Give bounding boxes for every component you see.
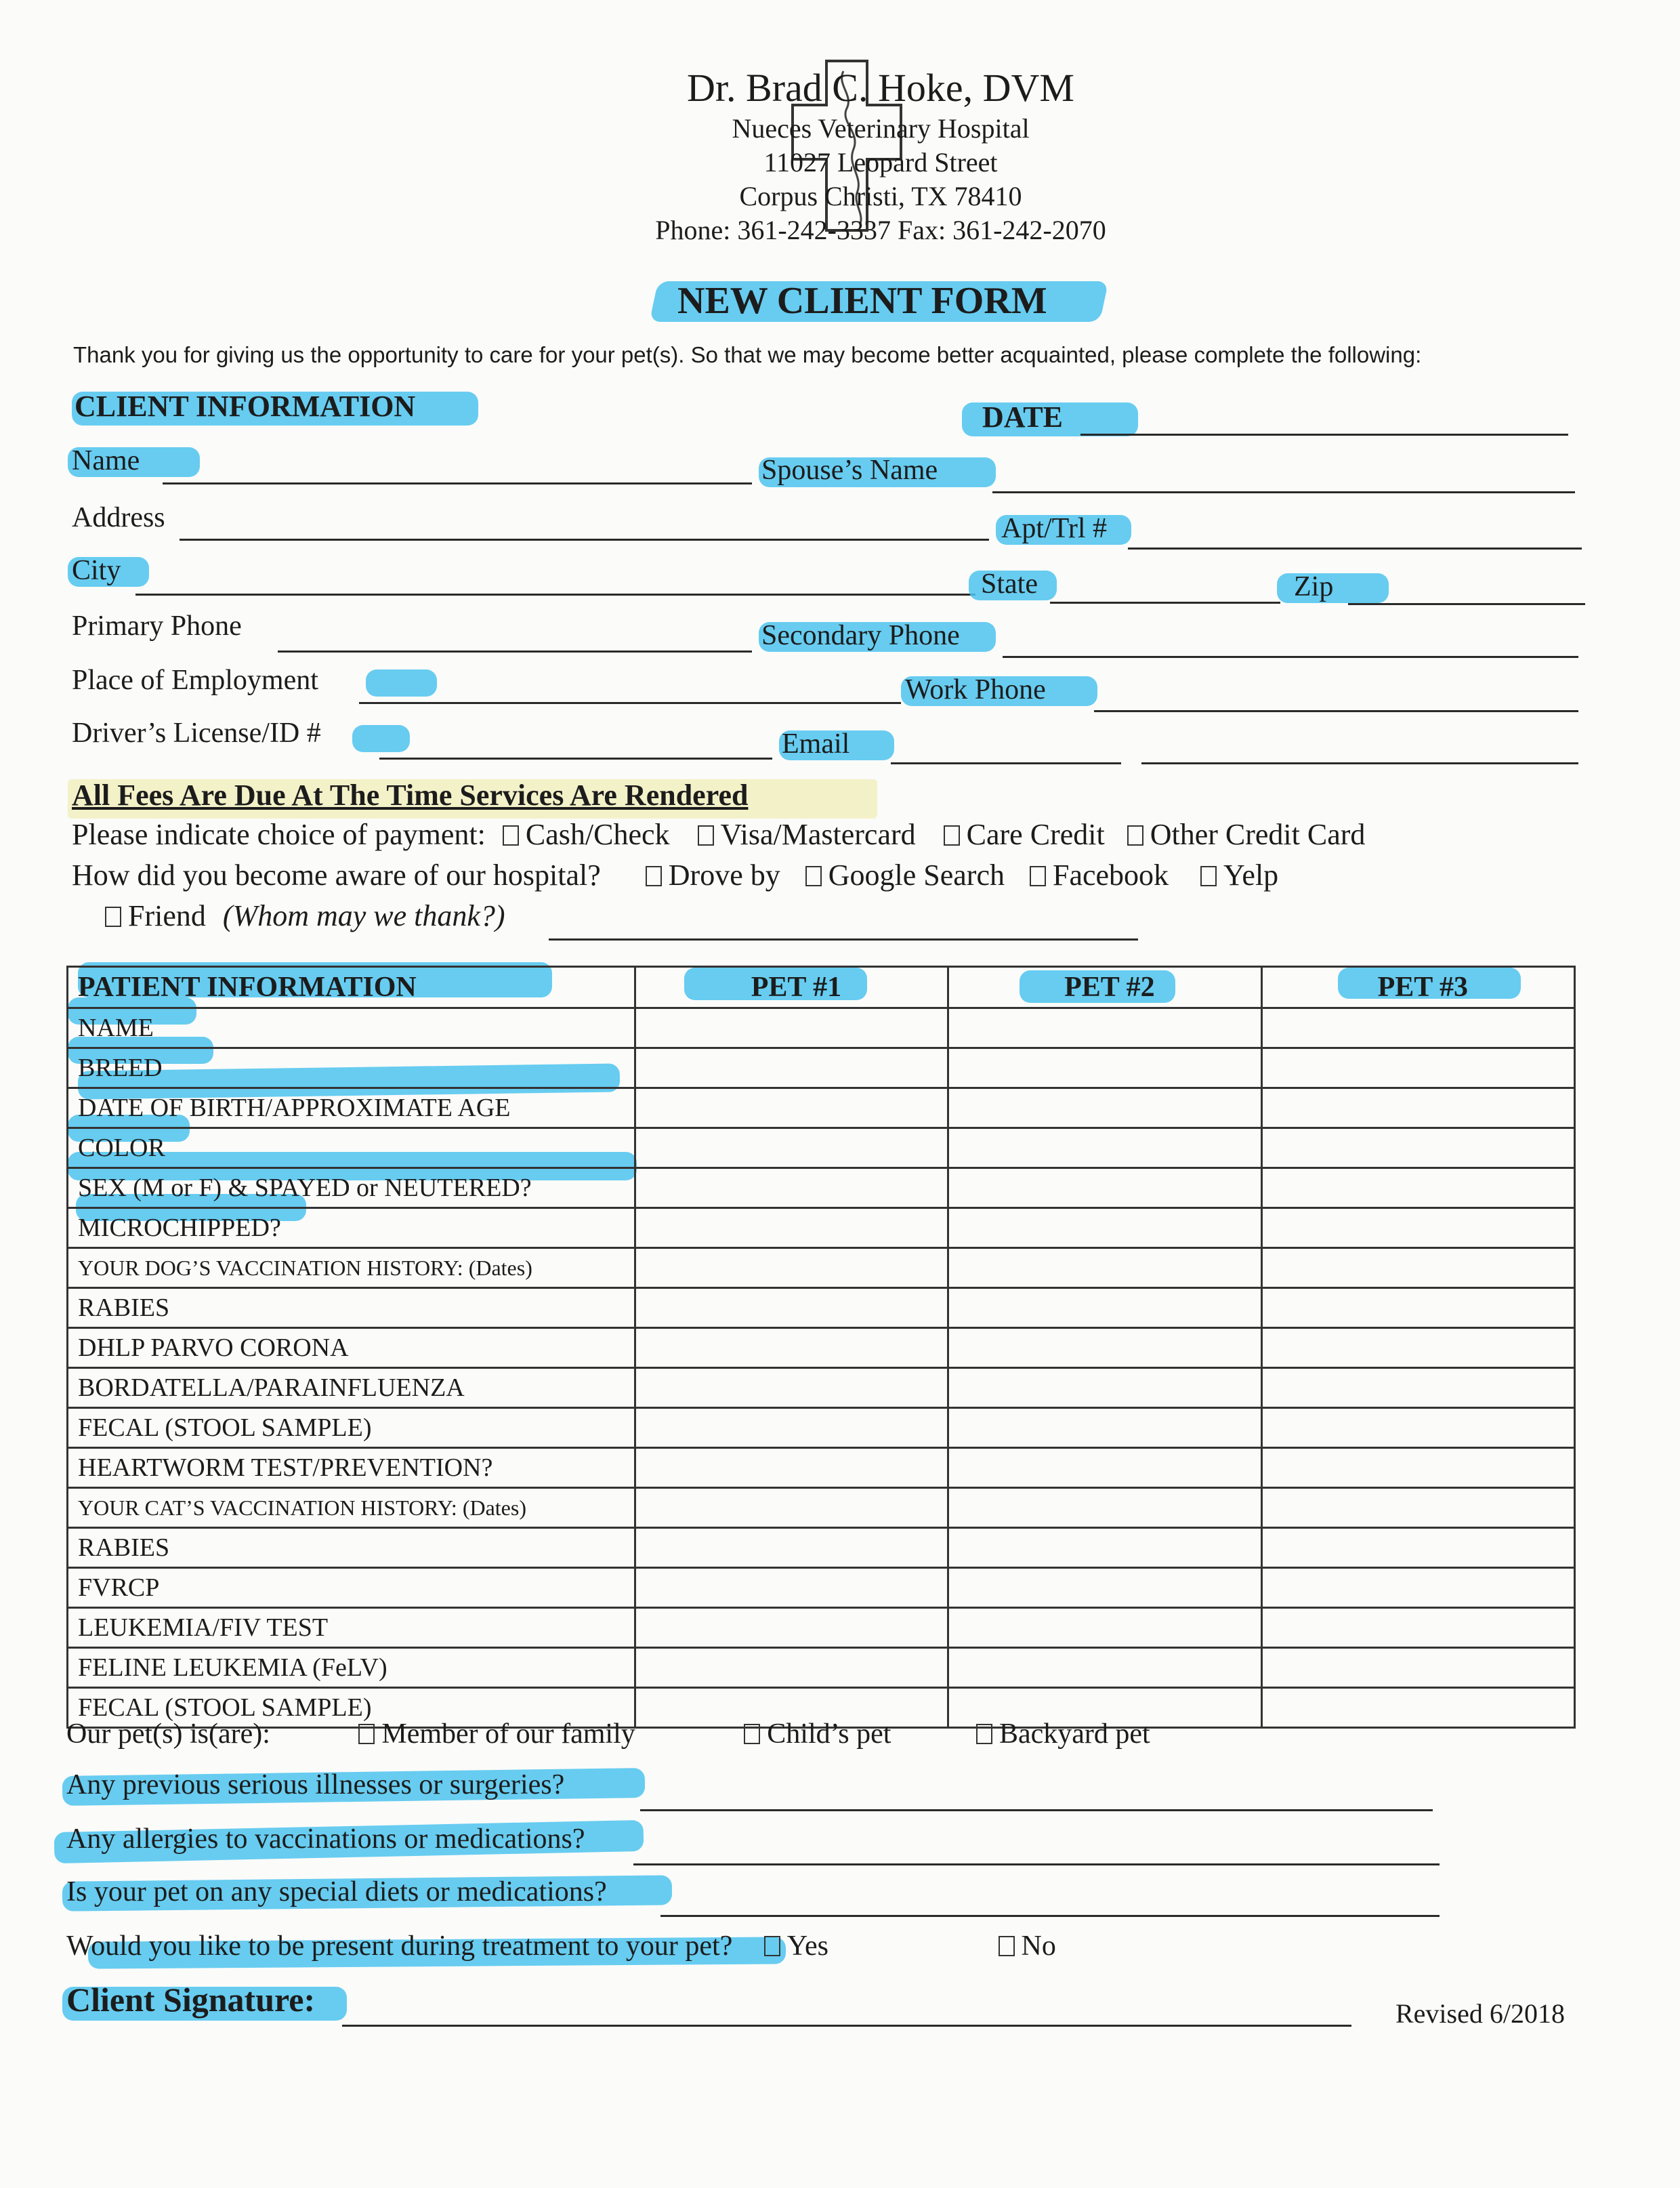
work-phone-field[interactable] [1094, 710, 1578, 712]
pet-2-cell[interactable] [948, 1648, 1261, 1688]
illness-question: Any previous serious illnesses or surgeries? [66, 1769, 565, 1800]
pet-1-cell[interactable] [635, 1168, 948, 1208]
referral-friend-row [105, 899, 505, 933]
checkbox-icon [105, 907, 121, 927]
spouse-name-label: Spouse’s Name [761, 455, 938, 486]
fees-notice: All Fees Are Due At The Time Services Are Rendered [72, 779, 749, 812]
checkbox-icon [999, 1936, 1015, 1956]
referral-drove-by[interactable]: Drove by [646, 859, 780, 892]
pet-2-cell[interactable] [948, 1048, 1261, 1088]
pet-2-cell[interactable] [948, 1568, 1261, 1608]
patient-row-label: HEARTWORM TEST/PREVENTION? [68, 1448, 635, 1488]
pet-1-cell[interactable] [635, 1568, 948, 1608]
patient-table-row [68, 1008, 1575, 1048]
pet-1-cell[interactable] [635, 1248, 948, 1288]
pet-2-cell[interactable] [948, 1168, 1261, 1208]
present-question: Would you like to be present during treatment to your pet? [66, 1931, 733, 1962]
patient-info-heading: PATIENT INFORMATION [68, 967, 635, 1008]
checkbox-icon [698, 825, 714, 846]
checkbox-icon [1127, 825, 1143, 846]
checkbox-icon [764, 1936, 780, 1956]
diet-field[interactable] [660, 1915, 1440, 1917]
friend-name-field[interactable] [549, 938, 1138, 941]
zip-field[interactable] [1348, 603, 1585, 605]
pet-3-cell[interactable] [1261, 1048, 1574, 1088]
license-label: Driver’s License/ID # [72, 718, 321, 749]
payment-row [72, 817, 1365, 852]
pet-1-cell[interactable] [635, 1048, 948, 1088]
email-field-continued[interactable] [1141, 762, 1578, 764]
pet-2-header: PET #2 [948, 967, 1261, 1008]
pet-2-cell[interactable] [948, 1008, 1261, 1048]
pet-3-cell[interactable] [1261, 1248, 1574, 1288]
pet-3-cell[interactable] [1261, 1688, 1574, 1728]
name-label: Name [72, 445, 140, 476]
employment-label: Place of Employment [72, 665, 318, 696]
email-field[interactable] [891, 762, 1121, 764]
form-title: NEW CLIENT FORM [677, 280, 1047, 322]
pet-2-cell[interactable] [948, 1408, 1261, 1448]
pet-1-cell[interactable] [635, 1368, 948, 1408]
patient-table-row [68, 1248, 1575, 1288]
apt-label: Apt/Trl # [1001, 513, 1108, 544]
pet-3-header: PET #3 [1261, 967, 1574, 1008]
hospital-city: Corpus Christi, TX 78410 [739, 181, 1022, 211]
pet-1-cell[interactable] [635, 1328, 948, 1368]
pet-2-cell[interactable] [948, 1368, 1261, 1408]
spouse-name-field[interactable] [992, 491, 1575, 493]
patient-table-row [68, 1088, 1575, 1128]
pet-1-cell[interactable] [635, 1488, 948, 1528]
patient-table-row [68, 1048, 1575, 1088]
date-label: DATE [982, 400, 1063, 434]
payment-visa[interactable]: Visa/Mastercard [698, 818, 916, 851]
pet-status-row [66, 1718, 1150, 1750]
primary-phone-label: Primary Phone [72, 611, 242, 642]
state-label: State [981, 569, 1038, 600]
patient-row-label: DATE OF BIRTH/APPROXIMATE AGE [68, 1088, 635, 1128]
referral-facebook[interactable]: Facebook [1030, 859, 1169, 892]
payment-care-credit[interactable]: Care Credit [944, 818, 1105, 851]
hospital-name: Nueces Veterinary Hospital [732, 113, 1030, 144]
state-field[interactable] [1050, 602, 1280, 604]
patient-row-label: YOUR CAT’S VACCINATION HISTORY: (Dates) [68, 1488, 635, 1528]
pet-2-cell[interactable] [948, 1208, 1261, 1248]
friend-note: (Whom may we thank?) [222, 899, 505, 932]
patient-row-label: DHLP PARVO CORONA [68, 1328, 635, 1368]
allergies-field[interactable] [633, 1863, 1440, 1865]
patient-table-row [68, 1448, 1575, 1488]
address-field[interactable] [180, 539, 989, 541]
intro-text: Thank you for giving us the opportunity to care for your pet(s). So that we may become better acquainted, please complete the following: [73, 342, 1422, 367]
license-field[interactable] [379, 758, 772, 760]
doctor-name: Dr. Brad C. Hoke, DVM [687, 66, 1074, 110]
pet-1-cell[interactable] [635, 1008, 948, 1048]
patient-row-label: YOUR DOG’S VACCINATION HISTORY: (Dates) [68, 1248, 635, 1288]
secondary-phone-field[interactable] [1003, 656, 1578, 658]
patient-row-label: NAME [68, 1008, 635, 1048]
pet-3-cell[interactable] [1261, 1648, 1574, 1688]
patient-table-row [68, 1128, 1575, 1168]
patient-row-label: SEX (M or F) & SPAYED or NEUTERED? [68, 1168, 635, 1208]
pet-2-cell[interactable] [948, 1528, 1261, 1568]
pet-status-family[interactable]: Member of our family [358, 1718, 635, 1750]
patient-table-row [68, 1528, 1575, 1568]
patient-table-body [68, 1008, 1575, 1728]
patient-table-row [68, 1648, 1575, 1688]
patient-table-row [68, 1208, 1575, 1248]
pet-3-cell[interactable] [1261, 1008, 1574, 1048]
pet-1-cell[interactable] [635, 1408, 948, 1448]
pet-1-cell[interactable] [635, 1288, 948, 1328]
patient-row-label: FECAL (STOOL SAMPLE) [68, 1408, 635, 1448]
patient-row-label: FVRCP [68, 1568, 635, 1608]
referral-prompt: How did you become aware of our hospital? [72, 859, 601, 892]
checkbox-icon [805, 866, 822, 886]
pet-2-cell[interactable] [948, 1608, 1261, 1648]
primary-phone-field[interactable] [278, 651, 752, 653]
referral-google[interactable]: Google Search [805, 859, 1005, 892]
checkbox-icon [1030, 866, 1046, 886]
patient-table-row [68, 1328, 1575, 1368]
pet-1-cell[interactable] [635, 1448, 948, 1488]
email-label: Email [782, 728, 850, 760]
pet-3-cell[interactable] [1261, 1568, 1574, 1608]
pet-2-cell[interactable] [948, 1088, 1261, 1128]
pet-1-cell[interactable] [635, 1608, 948, 1648]
city-field[interactable] [135, 594, 975, 596]
hospital-street: 11027 Leopard Street [763, 147, 998, 178]
address-label: Address [72, 502, 165, 533]
pet-3-cell[interactable] [1261, 1448, 1574, 1488]
letterhead [610, 64, 1152, 247]
pet-1-header: PET #1 [635, 967, 948, 1008]
pet-1-cell[interactable] [635, 1128, 948, 1168]
pet-3-cell[interactable] [1261, 1168, 1574, 1208]
diet-question: Is your pet on any special diets or medications? [66, 1876, 607, 1907]
checkbox-icon [1200, 866, 1217, 886]
present-yes[interactable]: Yes [764, 1931, 828, 1962]
pet-3-cell[interactable] [1261, 1408, 1574, 1448]
pet-3-cell[interactable] [1261, 1528, 1574, 1568]
pet-2-cell[interactable] [948, 1248, 1261, 1288]
patient-row-label: BORDATELLA/PARAINFLUENZA [68, 1368, 635, 1408]
pet-3-cell[interactable] [1261, 1128, 1574, 1168]
pet-status-backyard[interactable]: Backyard pet [976, 1718, 1150, 1750]
patient-row-label: FECAL (STOOL SAMPLE) [68, 1688, 635, 1728]
pet-3-cell[interactable] [1261, 1368, 1574, 1408]
patient-row-label: RABIES [68, 1528, 635, 1568]
patient-row-label: LEUKEMIA/FIV TEST [68, 1608, 635, 1648]
payment-other-card[interactable]: Other Credit Card [1127, 818, 1366, 851]
pet-1-cell[interactable] [635, 1648, 948, 1688]
patient-row-label: RABIES [68, 1288, 635, 1328]
patient-table-row [68, 1368, 1575, 1408]
secondary-phone-label: Secondary Phone [761, 620, 960, 651]
present-row [66, 1930, 1056, 1962]
referral-friend[interactable]: Friend [105, 899, 206, 932]
pet-1-cell[interactable] [635, 1088, 948, 1128]
checkbox-icon [503, 825, 519, 846]
date-field[interactable] [1080, 434, 1568, 436]
referral-yelp[interactable]: Yelp [1200, 859, 1278, 892]
patient-table-row [68, 1408, 1575, 1448]
present-no[interactable]: No [999, 1931, 1056, 1962]
illness-field[interactable] [640, 1809, 1433, 1811]
checkbox-icon [976, 1724, 992, 1744]
name-field[interactable] [163, 482, 752, 484]
patient-info-table [66, 966, 1576, 1729]
signature-label: Client Signature: [66, 1981, 316, 2019]
pet-3-cell[interactable] [1261, 1088, 1574, 1128]
pet-3-cell[interactable] [1261, 1608, 1574, 1648]
pet-3-cell[interactable] [1261, 1328, 1574, 1368]
pet-1-cell[interactable] [635, 1208, 948, 1248]
signature-field[interactable] [342, 2025, 1351, 2027]
pet-status-child[interactable]: Child’s pet [744, 1718, 891, 1750]
payment-cash[interactable]: Cash/Check [503, 818, 670, 851]
hospital-phone: Phone: 361-242-3337 Fax: 361-242-2070 [655, 215, 1106, 245]
allergies-question: Any allergies to vaccinations or medications? [66, 1823, 585, 1855]
patient-row-label: BREED [68, 1048, 635, 1088]
checkbox-icon [646, 866, 662, 886]
city-label: City [72, 555, 121, 586]
employment-field[interactable] [359, 702, 901, 704]
patient-table-row [68, 1168, 1575, 1208]
pet-2-cell[interactable] [948, 1488, 1261, 1528]
patient-table-row [68, 1288, 1575, 1328]
zip-label: Zip [1294, 571, 1334, 602]
work-phone-label: Work Phone [905, 674, 1046, 705]
pet-3-cell[interactable] [1261, 1488, 1574, 1528]
patient-table-row [68, 1568, 1575, 1608]
patient-row-label: MICROCHIPPED? [68, 1208, 635, 1248]
patient-row-label: FELINE LEUKEMIA (FeLV) [68, 1648, 635, 1688]
pet-1-cell[interactable] [635, 1528, 948, 1568]
apt-field[interactable] [1128, 548, 1582, 550]
patient-row-label: COLOR [68, 1128, 635, 1168]
patient-table-row [68, 1488, 1575, 1528]
revised-date: Revised 6/2018 [1395, 1998, 1565, 2029]
pet-status-prompt: Our pet(s) is(are): [66, 1718, 270, 1750]
pet-2-cell[interactable] [948, 1328, 1261, 1368]
client-info-heading: CLIENT INFORMATION [75, 390, 416, 423]
pet-2-cell[interactable] [948, 1288, 1261, 1328]
pet-3-cell[interactable] [1261, 1208, 1574, 1248]
pet-3-cell[interactable] [1261, 1288, 1574, 1328]
checkbox-icon [744, 1724, 760, 1744]
referral-row [72, 858, 1278, 892]
payment-prompt: Please indicate choice of payment: [72, 818, 486, 851]
checkbox-icon [358, 1724, 375, 1744]
checkbox-icon [944, 825, 960, 846]
patient-table-row [68, 1608, 1575, 1648]
pet-2-cell[interactable] [948, 1448, 1261, 1488]
pet-2-cell[interactable] [948, 1128, 1261, 1168]
